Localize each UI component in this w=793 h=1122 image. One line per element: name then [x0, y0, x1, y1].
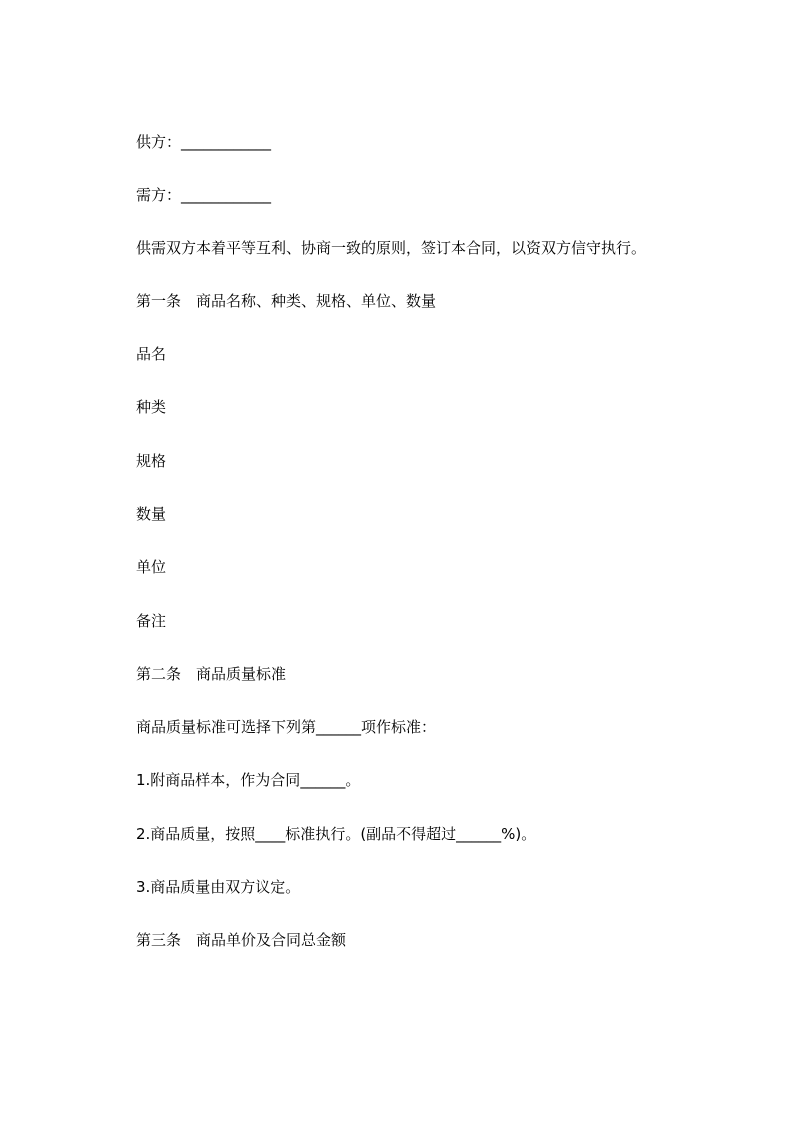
field-unit: 单位 [136, 558, 167, 576]
field-quantity: 数量 [136, 505, 167, 523]
field-remarks: 备注 [136, 612, 167, 630]
buyer-line: 需方：____________ [136, 186, 272, 204]
field-product-name: 品名 [136, 345, 167, 363]
quality-option-3: 3.商品质量由双方议定。 [136, 878, 301, 896]
field-specification: 规格 [136, 452, 167, 470]
quality-standard-intro: 商品质量标准可选择下列第______项作标准： [136, 718, 437, 736]
field-category: 种类 [136, 398, 167, 416]
quality-option-2: 2.商品质量，按照____标准执行。(副品不得超过______%)。 [136, 825, 537, 843]
preamble-paragraph: 供需双方本着平等互利、协商一致的原则，签订本合同，以资双方信守执行。 [136, 239, 647, 257]
supplier-line: 供方：____________ [136, 133, 272, 151]
quality-option-1: 1.附商品样本，作为合同______。 [136, 771, 361, 789]
article-1-heading: 第一条 商品名称、种类、规格、单位、数量 [136, 292, 437, 310]
article-3-heading: 第三条 商品单价及合同总金额 [136, 931, 347, 949]
article-2-heading: 第二条 商品质量标准 [136, 665, 287, 683]
